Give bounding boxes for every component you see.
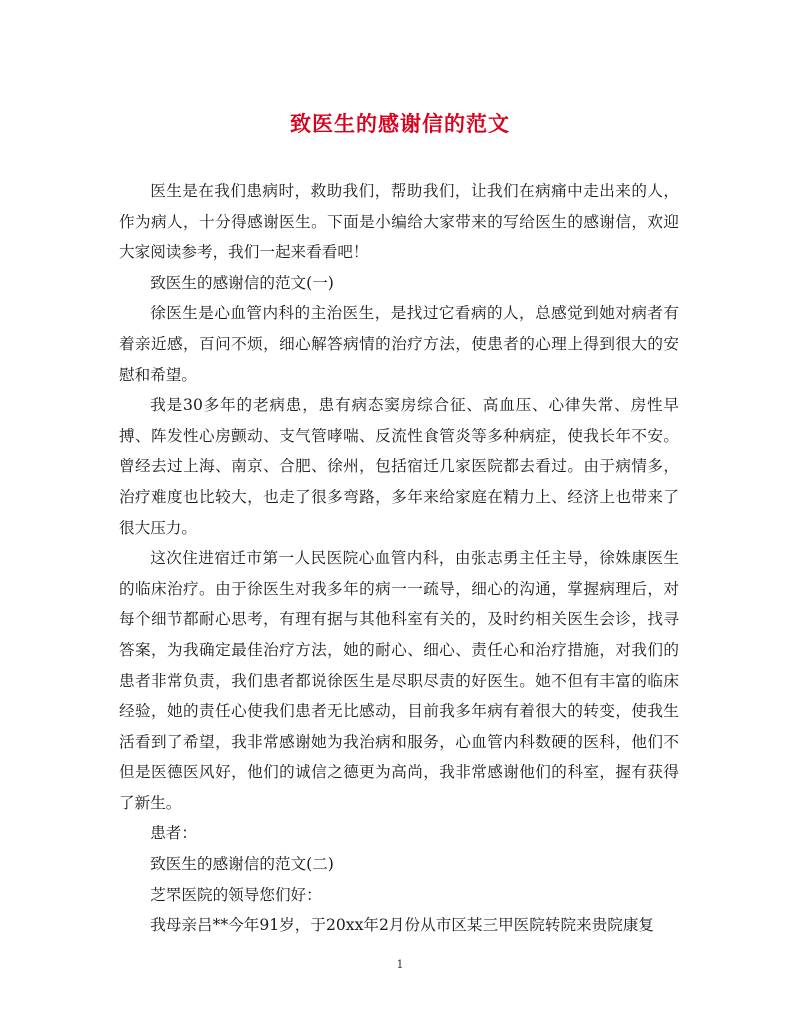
signature-line: 患者： <box>150 824 197 843</box>
document-body <box>119 176 679 941</box>
section-heading-2: 致医生的感谢信的范文(二) <box>150 855 334 874</box>
page-number: 1 <box>396 958 404 971</box>
body-paragraph: 这次住进宿迁市第一人民医院心血管内科，由张志勇主任主导，徐姝康医生的临床治疗。由于徐医生对我多年的病一一疏导，细心的沟通，掌握病理后，对每个细节都耐心思考，有理有据与其他科室有关的，及时约相关医生会诊，找寻答案，为我确定最佳治疗方法，她的耐心、细心、责任心和治疗措施，对我们的患者非常负责，我们患者都说徐医生是尽职尽责的好医生。她不但有丰富的临床经验，她的责任心使我们患者无比感动，目前我多年病有着很大的转变，使我生活看到了希望，我非常感谢她为我治病和服务，心血管内科数硬的医科，他们不但是医德医风好，他们的诚信之德更为高尚，我非常感谢他们的科室，握有获得了新生。 <box>119 549 679 812</box>
intro-paragraph: 医生是在我们患病时，救助我们，帮助我们，让我们在病痛中走出来的人，作为病人，十分得感谢医生。下面是小编给大家带来的写给医生的感谢信，欢迎大家阅读参考，我们一起来看看吧！ <box>119 182 679 262</box>
body-paragraph: 我母亲吕**今年91岁，于20xx年2月份从市区某三甲医院转院来贵院康复 <box>150 916 655 935</box>
document-title: 致医生的感谢信的范文 <box>290 111 510 136</box>
body-paragraph: 我是30多年的老病患，患有病态窦房综合征、高血压、心律失常、房性早搏、阵发性心房颤动、支气管哮喘、反流性食管炎等多种病症，使我长年不安。曾经去过上海、南京、合肥、徐州，包括宿迁几家医院都去看过。由于病情多，治疗难度也比较大，也走了很多弯路，多年来给家庭在精力上、经济上也带来了很大压力。 <box>119 396 679 537</box>
section-heading-1: 致医生的感谢信的范文(一) <box>150 273 334 292</box>
salutation-line: 芝罘医院的领导您们好： <box>150 885 322 904</box>
body-paragraph: 徐医生是心血管内科的主治医生，是找过它看病的人，总感觉到她对病者有着亲近感，百问不烦，细心解答病情的治疗方法，使患者的心理上得到很大的安慰和希望。 <box>119 304 679 384</box>
